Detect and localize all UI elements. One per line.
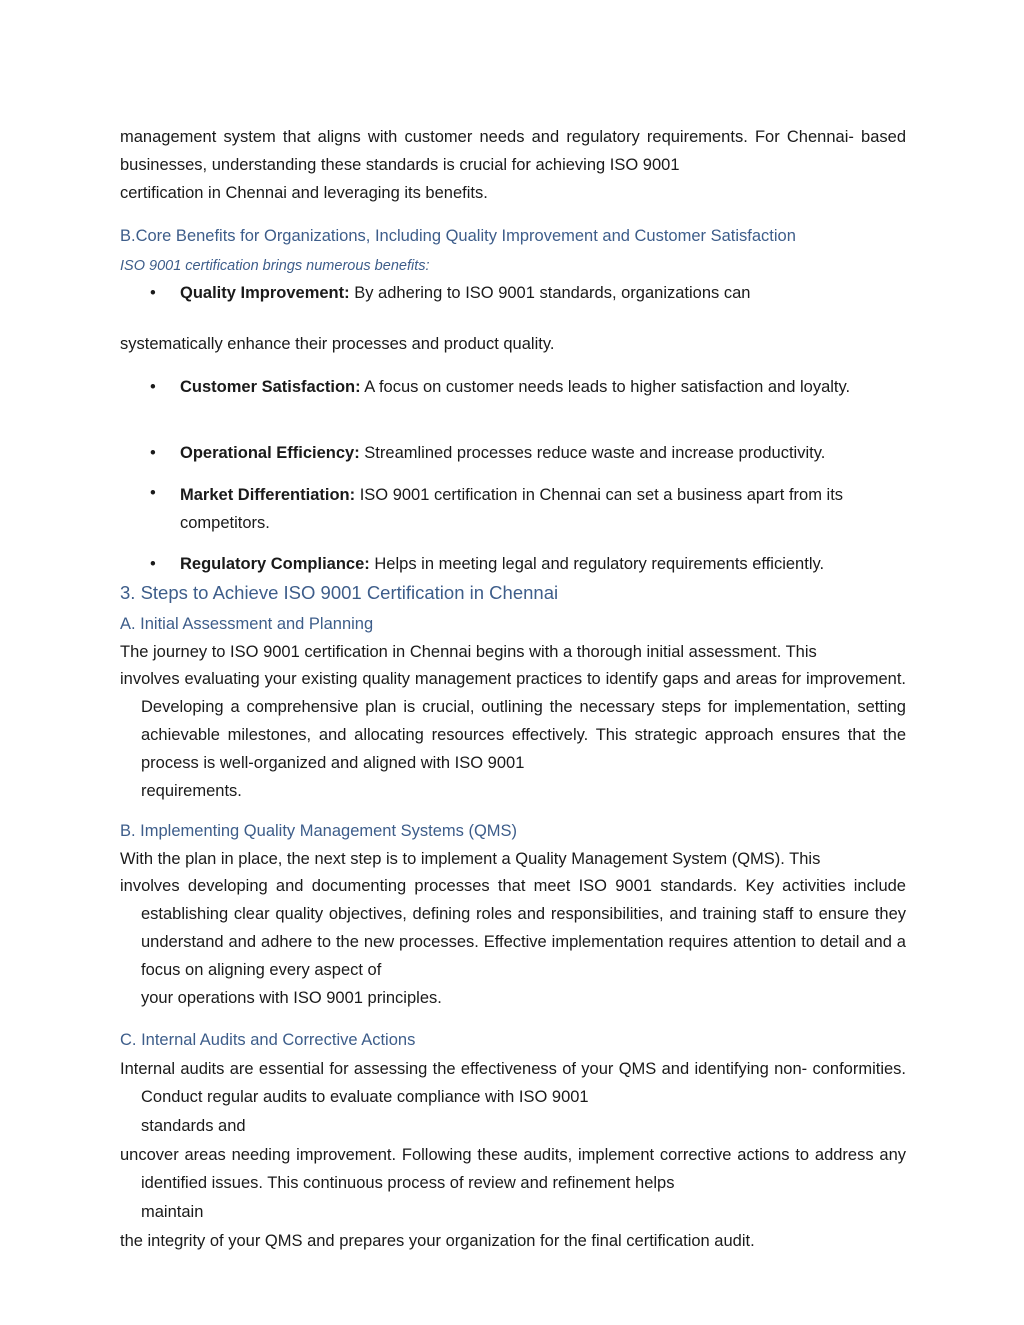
section-3-heading: 3. Steps to Achieve ISO 9001 Certification in Chennai — [120, 582, 559, 603]
section-3c-paragraph-2-last: maintain — [141, 1203, 204, 1221]
section-b-core-heading: B.Core Benefits for Organizations, Including Quality Improvement and Customer Satisfaction — [120, 227, 796, 245]
bullet-regulatory-compliance — [180, 552, 905, 576]
bullet-marker: • — [150, 284, 156, 302]
section-3a-heading: A. Initial Assessment and Planning — [120, 615, 374, 633]
section-3c-heading: C. Internal Audits and Corrective Actions — [120, 1031, 416, 1049]
benefits-subheading: ISO 9001 certification brings numerous benefits: — [120, 258, 430, 274]
bullet-marker: • — [150, 555, 156, 573]
bullet-body: Streamlined processes reduce waste and increase productivity. — [359, 444, 826, 462]
section-3b-paragraph: involves developing and documenting processes that meet ISO 9001 standards. Key activities include establishing clear quality objectives, defining roles and responsibilities, and training staff to ensure they understand and adhere to the new processes. Effective implementation requires attention to detail and a focus on aligning every aspect of — [120, 877, 906, 979]
bullet-quality-improvement — [180, 281, 872, 305]
bullet-body: ISO 9001 certification in Chennai can set a business apart from its competitors. — [180, 486, 844, 532]
intro-paragraph — [120, 123, 906, 179]
section-3c-paragraph-1: Internal audits are essential for assessing the effectiveness of your QMS and identifying non- conformities. Conduct regular audits to evaluate compliance with ISO 9001 — [120, 1060, 906, 1106]
bullet-body: By adhering to ISO 9001 standards, organizations can — [349, 284, 751, 302]
bullet-operational-efficiency — [180, 441, 900, 465]
section-3b-first-line: With the plan in place, the next step is to implement a Quality Management System (QMS). This — [120, 850, 821, 868]
section-3b-heading: B. Implementing Quality Management Systems (QMS) — [120, 822, 518, 840]
bullet-market-differentiation — [180, 481, 900, 537]
bullet-continuation: systematically enhance their processes and product quality. — [120, 335, 555, 353]
bullet-marker: • — [150, 378, 156, 396]
bullet-body: Helps in meeting legal and regulatory requirements efficiently. — [369, 555, 825, 573]
bullet-label: Quality Improvement: — [180, 284, 350, 302]
bullet-label: Regulatory Compliance: — [180, 555, 370, 573]
bullet-label: Operational Efficiency: — [180, 444, 360, 462]
section-3c-paragraph-1-last: standards and — [141, 1117, 246, 1135]
section-3c-paragraph-3: the integrity of your QMS and prepares your organization for the final certification audit. — [120, 1232, 755, 1250]
section-3a-paragraph: involves evaluating your existing quality management practices to identify gaps and areas for improvement. Developing a comprehensive plan is crucial, outlining the necessary steps for implementation, setting achievable milestones, and allocating resources effectively. This strategic approach ensures that the process is well-organized and aligned with ISO 9001 — [120, 670, 906, 772]
bullet-marker: • — [150, 444, 156, 462]
section-3a-last-line: requirements. — [141, 782, 242, 800]
section-3c-paragraph-2: uncover areas needing improvement. Following these audits, implement corrective actions to address any identified issues. This continuous process of review and refinement helps — [120, 1146, 906, 1192]
intro-text: management system that aligns with customer needs and regulatory requirements. For Chennai- based businesses, understanding these standards is crucial for achieving ISO 9001 — [120, 128, 906, 174]
bullet-label: Customer Satisfaction: — [180, 378, 361, 396]
bullet-body: A focus on customer needs leads to higher satisfaction and loyalty. — [360, 378, 851, 396]
bullet-marker: • — [150, 484, 156, 502]
bullet-label: Market Differentiation: — [180, 486, 356, 504]
bullet-customer-satisfaction — [180, 375, 874, 399]
section-3a-first-line: The journey to ISO 9001 certification in Chennai begins with a thorough initial assessment. This — [120, 643, 817, 661]
section-3b-last-line: your operations with ISO 9001 principles. — [141, 989, 442, 1007]
intro-last-line: certification in Chennai and leveraging its benefits. — [120, 184, 488, 202]
